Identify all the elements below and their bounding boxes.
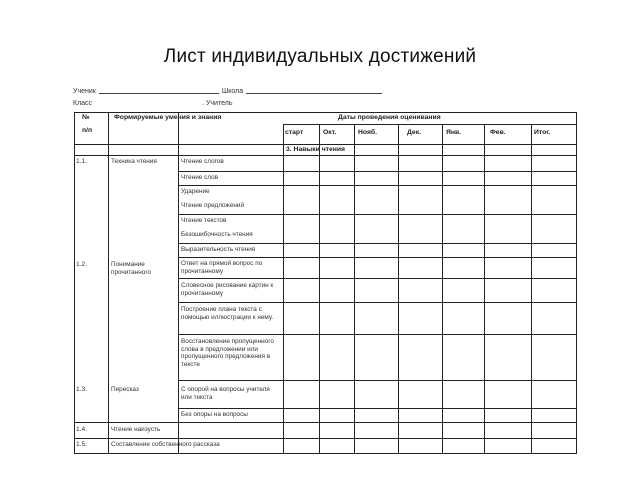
table-line xyxy=(178,334,577,335)
table-line xyxy=(576,112,577,454)
table-line xyxy=(178,302,577,303)
table-line xyxy=(74,155,577,156)
table-line xyxy=(178,380,577,381)
period-header-nov: Нояб. xyxy=(358,129,378,136)
skill-item: Чтение слов xyxy=(181,174,219,181)
period-header-feb: Фев. xyxy=(490,129,506,136)
school-field[interactable] xyxy=(246,86,382,94)
skill-item: Ударение xyxy=(181,188,210,195)
school-label: Школа xyxy=(221,88,244,95)
table-line xyxy=(74,453,577,454)
dates-header: Даты проведения оценивания xyxy=(338,114,441,121)
skill-item: Словесное рисование картин к прочитанному xyxy=(181,282,274,297)
student-label: Ученик xyxy=(73,88,96,95)
student-field[interactable] xyxy=(99,86,219,94)
row-name: Чтение наизусть xyxy=(111,426,161,433)
table-line xyxy=(178,243,577,244)
table-line xyxy=(74,422,577,423)
group-number: 1.3. xyxy=(76,386,87,393)
skill-item: Построение плана текста с помощью иллюстрации к нему. xyxy=(181,306,274,321)
skill-item: Без опоры на вопросы xyxy=(181,411,248,418)
row-number: 1.4. xyxy=(76,426,87,433)
skill-item: Ответ на прямой вопрос по прочитанному xyxy=(181,260,263,275)
num-sub-header: п/п xyxy=(82,127,93,134)
table-line xyxy=(74,112,75,454)
section-title: 3. Навыки чтения xyxy=(286,146,346,153)
table-line xyxy=(178,185,577,186)
period-header-jan: Янв. xyxy=(446,129,462,136)
skills-header: Формируемые умения и знания xyxy=(114,114,222,121)
period-header-dec: Дек. xyxy=(407,129,421,136)
class-field[interactable] xyxy=(95,98,195,106)
table-line xyxy=(178,257,577,258)
skill-item: Чтение слогов xyxy=(181,158,224,165)
num-header: № xyxy=(82,114,90,121)
period-header-start: старт xyxy=(285,129,304,136)
period-header-final: Итог. xyxy=(534,129,551,136)
skill-item: С опорой на вопросы учителя или текста xyxy=(181,386,270,401)
group-number: 1.2. xyxy=(76,261,87,268)
period-header-oct: Окт. xyxy=(323,129,337,136)
table-line xyxy=(484,124,485,454)
skill-item: Восстановление пропущенного слова в предложении или пропущенного предложения в тексте xyxy=(181,338,274,368)
table-line xyxy=(74,144,577,145)
table-line xyxy=(178,408,577,409)
table-line xyxy=(74,112,577,113)
group-name: Пересказ xyxy=(111,386,139,393)
table-line xyxy=(398,124,399,454)
table-line xyxy=(319,124,320,454)
table-line xyxy=(178,278,577,279)
table-line xyxy=(442,124,443,454)
table-line xyxy=(283,124,577,125)
table-line xyxy=(178,112,179,454)
table-line xyxy=(354,124,355,454)
student-info-form xyxy=(73,86,573,110)
achievement-table xyxy=(74,112,577,454)
table-line xyxy=(74,438,577,439)
table-line xyxy=(108,112,109,454)
group-number: 1.1. xyxy=(76,158,87,165)
skill-item: Чтение предложений xyxy=(181,202,245,209)
table-line xyxy=(531,124,532,454)
skill-item: Чтение текстов xyxy=(181,217,227,224)
row-number: 1.5. xyxy=(76,441,87,448)
row-name: Составление собственного рассказа xyxy=(111,441,220,448)
skill-item: Безошибочность чтения xyxy=(181,231,253,238)
table-line xyxy=(178,214,577,215)
table-line xyxy=(178,171,577,172)
group-name: Понимание прочитанного xyxy=(111,261,152,276)
table-line xyxy=(283,124,284,454)
group-name: Техника чтения xyxy=(111,158,157,165)
teacher-label: . Учитель xyxy=(202,100,233,107)
skill-item: Выразительность чтения xyxy=(181,246,256,253)
class-label: Класс xyxy=(73,100,93,107)
page-title: Лист индивидуальных достижений xyxy=(163,46,477,67)
